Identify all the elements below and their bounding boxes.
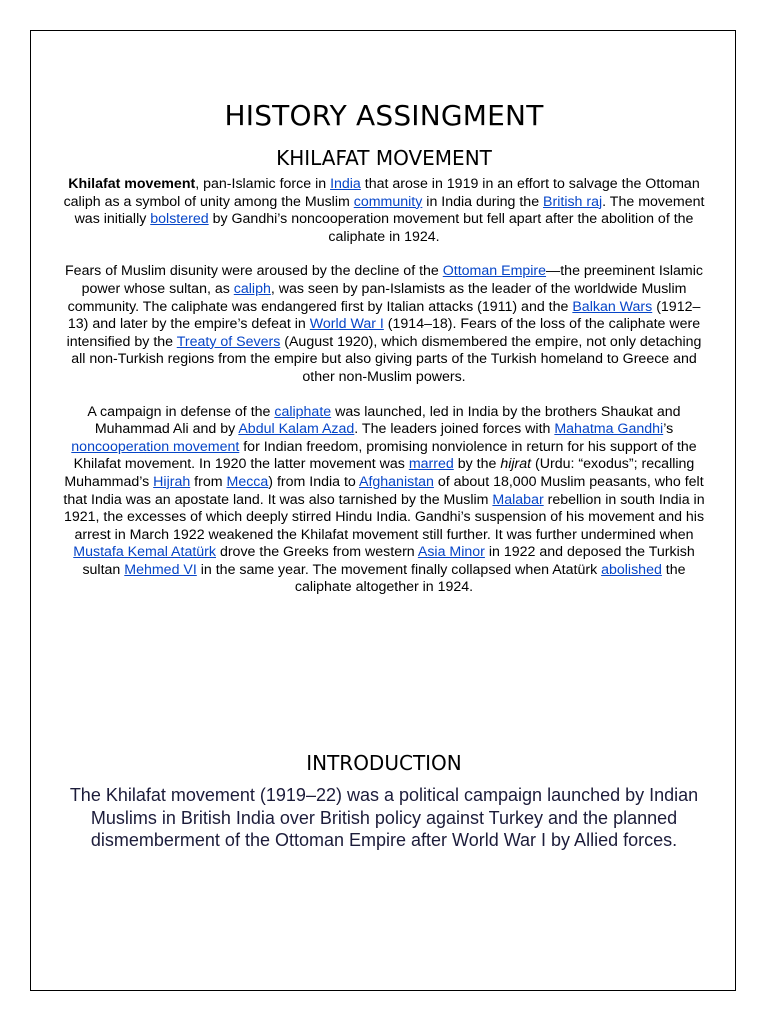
link-asia-minor[interactable]: Asia Minor <box>417 544 485 561</box>
link-mecca[interactable]: Mecca <box>226 473 269 490</box>
paragraph-1 <box>62 176 706 246</box>
link-abolished[interactable]: abolished <box>601 561 662 578</box>
italic-term: hijrat <box>500 456 532 473</box>
document-body <box>62 96 706 614</box>
link-afghanistan[interactable]: Afghanistan <box>358 473 434 490</box>
text-run: the caliphate altogether in 1924. <box>294 561 686 596</box>
link-abdul-kalam-azad[interactable]: Abdul Kalam Azad <box>238 421 355 438</box>
link-balkan-wars[interactable]: Balkan Wars <box>572 298 653 315</box>
text-run: —the preeminent Islamic power whose sultan, as <box>81 263 703 297</box>
introduction-section <box>62 748 706 852</box>
link-caliphate[interactable]: caliphate <box>274 403 332 420</box>
introduction-text: The Khilafat movement (1919–22) was a political campaign launched by Indian Muslims in British India over British policy against Turkey and the planned dismemberment of the Ottoman Empire after World War I by Allied forces. <box>69 785 699 850</box>
link-india[interactable]: India <box>330 176 361 192</box>
text-run: by Gandhi’s noncooperation movement but fell apart after the abolition of the caliphate in 1924. <box>208 211 694 245</box>
text-run: , was seen by pan-Islamists as the leader of the worldwide Muslim community. The caliphate was endangered first by Italian attacks (1911) and the <box>67 280 687 315</box>
text-run: (1914–18). Fears of the loss of the caliphate were intensified by the <box>66 316 701 350</box>
text-run: in the same year. The movement finally collapsed when Atatürk <box>196 561 602 578</box>
text-run: ’s <box>663 421 674 438</box>
link-mahatma-gandhi[interactable]: Mahatma Gandhi <box>554 421 664 438</box>
text-run: by the <box>453 456 501 473</box>
text-run: from <box>190 473 227 490</box>
text-run: A campaign in defense of the <box>87 403 275 420</box>
link-marred[interactable]: marred <box>408 456 454 473</box>
link-mehmed-vi[interactable]: Mehmed VI <box>124 561 197 578</box>
text-run: in 1922 and deposed the Turkish sultan <box>82 544 695 578</box>
text-run: was launched, led in India by the brothers Shaukat and Muhammad Ali and by <box>94 403 681 438</box>
text-run: . The leaders joined forces with <box>354 421 555 438</box>
link-ottoman-empire[interactable]: Ottoman Empire <box>442 263 547 280</box>
paragraph-3 <box>62 404 706 598</box>
link-hijrah[interactable]: Hijrah <box>153 473 191 490</box>
paragraph-2 <box>62 263 706 386</box>
document-title: HISTORY ASSINGMENT <box>224 99 544 132</box>
text-run: Fears of Muslim disunity were aroused by the decline of the <box>65 263 443 280</box>
text-run: (Urdu: “exodus”; recalling Muhammad’s <box>64 456 695 490</box>
text-run: (August 1920), which dismembered the empire, not only detaching all non-Turkish regions from the empire but also giving parts of the Turkish homeland to Greece and other non-Muslim powers. <box>71 333 702 385</box>
text-run: ) from India to <box>268 473 359 490</box>
link-british-raj[interactable]: British raj <box>543 193 603 210</box>
text-run: of about 18,000 Muslim peasants, who felt that India was an apostate land. It was also tarnished by the Muslim <box>63 473 704 508</box>
link-bolstered[interactable]: bolstered <box>150 211 209 228</box>
link-world-war-i[interactable]: World War I <box>309 316 384 333</box>
link-mustafa-kemal-ataturk[interactable]: Mustafa Kemal Atatürk <box>73 544 216 561</box>
link-community[interactable]: community <box>353 193 423 210</box>
text-run: , pan-Islamic force in <box>195 176 331 192</box>
text-run: rebellion in south India in 1921, the excesses of which deeply stirred Hindu India. Gandhi’s suspension of his movement and his arrest in March 1922 weakened the Khilafat movement still further. It was further undermined when <box>63 491 705 543</box>
link-malabar[interactable]: Malabar <box>492 491 544 508</box>
text-run: in India during the <box>422 193 544 210</box>
link-caliph[interactable]: caliph <box>233 280 271 297</box>
bold-term: Khilafat movement <box>68 176 196 192</box>
text-run: (1912–13) and later by the empire’s defeat in <box>67 298 701 333</box>
text-run: . The movement was initially <box>74 193 705 228</box>
text-run: that arose in 1919 in an effort to salvage the Ottoman caliph as a symbol of unity among the Muslim <box>63 176 700 210</box>
document-subtitle: KHILAFAT MOVEMENT <box>276 146 492 170</box>
text-run: for Indian freedom, promising nonviolence in return for his support of the Khilafat movement. In 1920 the latter movement was <box>73 438 697 473</box>
link-noncooperation-movement[interactable]: noncooperation movement <box>71 438 240 455</box>
introduction-heading: INTRODUCTION <box>306 751 462 775</box>
link-treaty-of-severs[interactable]: Treaty of Severs <box>176 333 281 350</box>
text-run: drove the Greeks from western <box>216 544 418 561</box>
